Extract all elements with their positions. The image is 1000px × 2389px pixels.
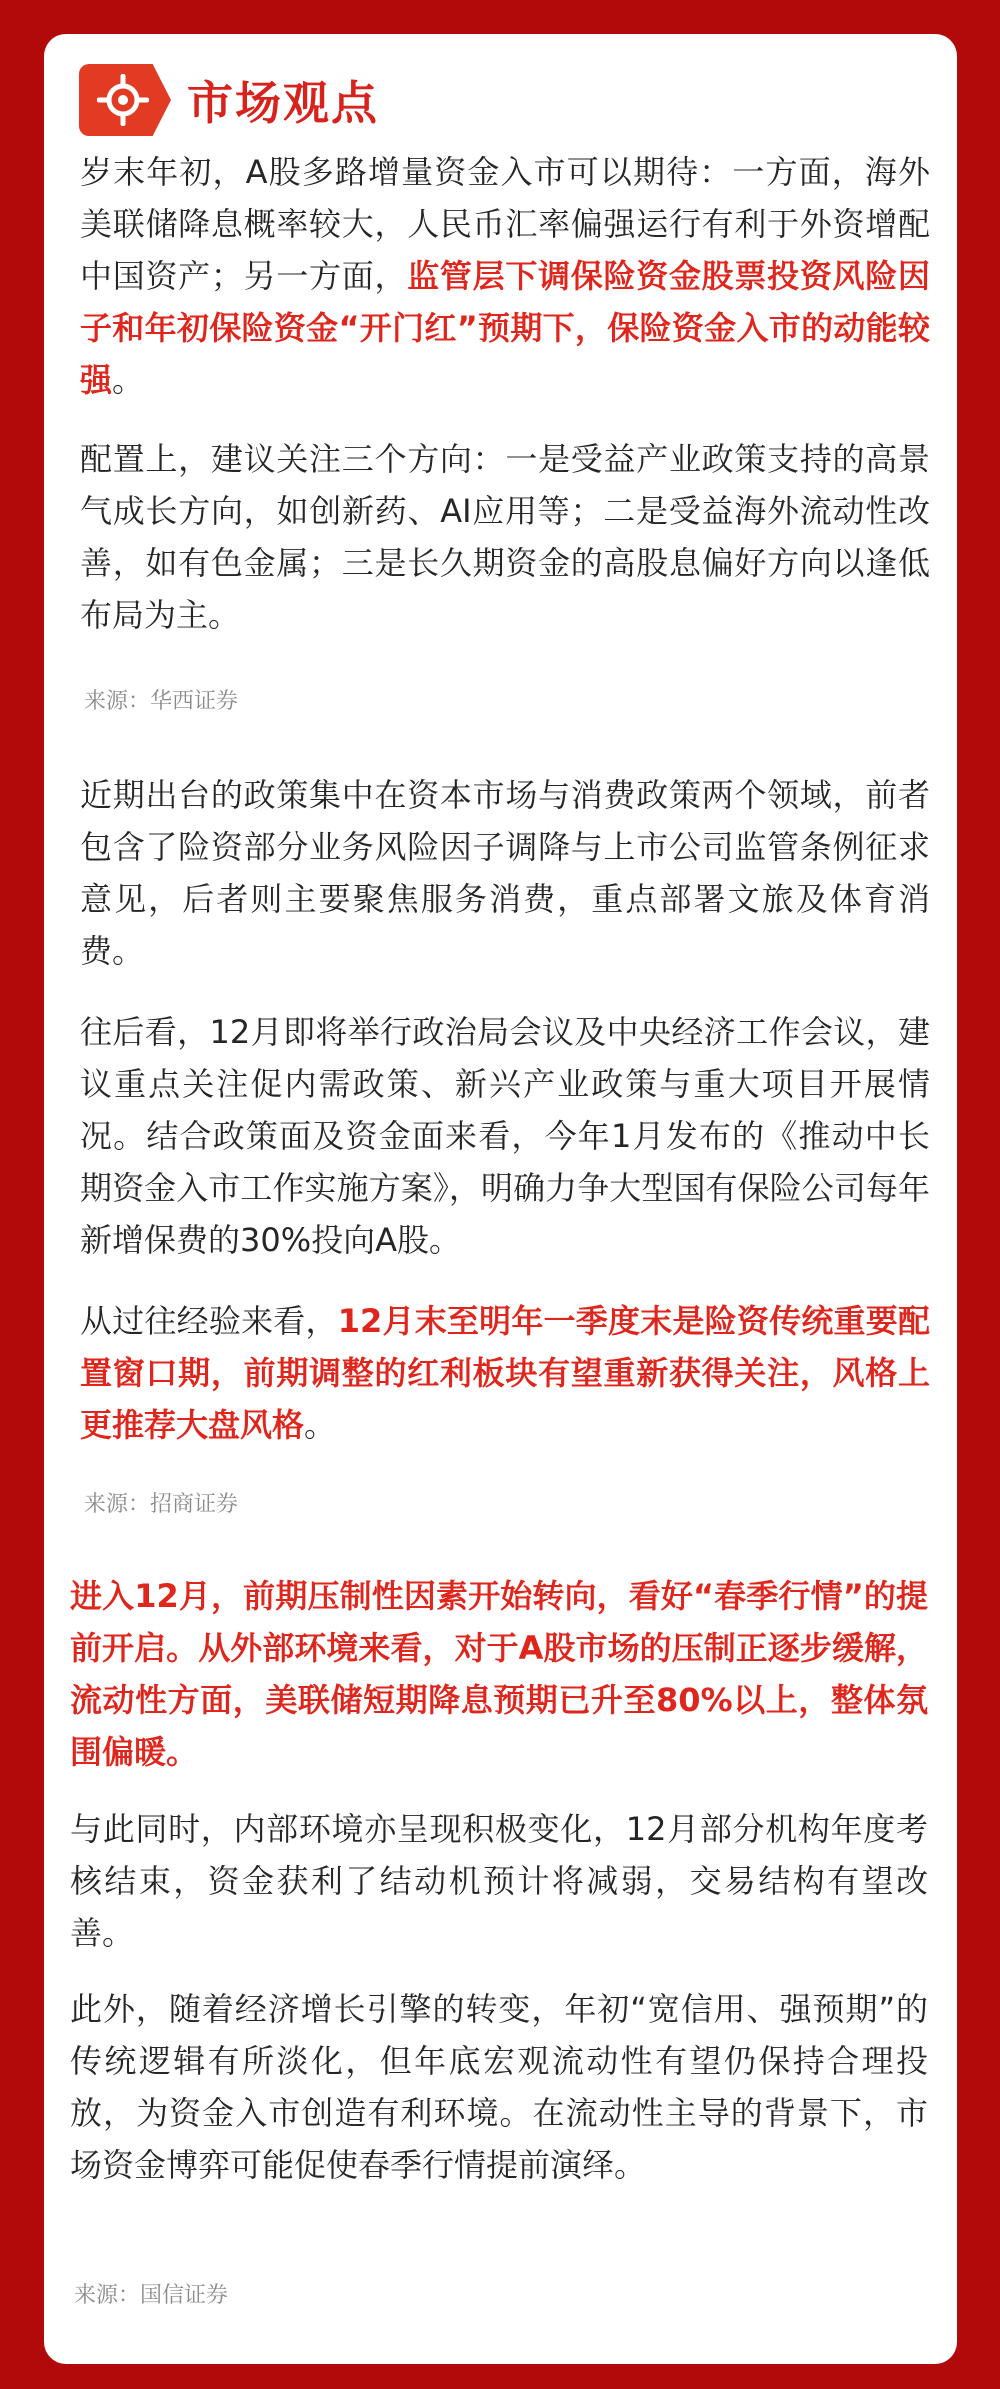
paragraph: 与此同时，内部环境亦呈现积极变化，12月部分机构年度考核结束，资金获利了结动机预计将减弱，交易结构有望改善。 xyxy=(70,1810,928,1952)
section-header xyxy=(79,64,379,136)
paragraph: 岁末年初，A股多路增量资金入市可以期待：一方面，海外美联储降息概率较大，人民币汇率偏强运行有利于外资增配中国资产；另一方面，监管层下调保险资金股票投资风险因子和年初保险资金“开门红”预期下，保险资金入市的动能较强。 xyxy=(80,153,930,399)
paragraph: 近期出台的政策集中在资本市场与消费政策两个领域，前者包含了险资部分业务风险因子调降与上市公司监管条例征求意见，后者则主要聚焦服务消费，重点部署文旅及体育消费。 xyxy=(80,776,930,970)
source-label: 来源：国信证券 xyxy=(74,2283,229,2308)
page-title: 市场观点 xyxy=(187,76,379,130)
target-icon xyxy=(79,64,171,136)
article-card xyxy=(44,34,957,2364)
paragraph: 从过往经验来看，12月末至明年一季度末是险资传统重要配置窗口期，前期调整的红利板块有望重新获得关注，风格上更推荐大盘风格。 xyxy=(80,1302,930,1444)
paragraph: 配置上，建议关注三个方向：一是受益产业政策支持的高景气成长方向，如创新药、AI应用等；二是受益海外流动性改善，如有色金属；三是长久期资金的高股息偏好方向以逢低布局为主。 xyxy=(80,440,930,634)
paragraph: 此外，随着经济增长引擎的转变，年初“宽信用、强预期”的传统逻辑有所淡化，但年底宏观流动性有望仍保持合理投放，为资金入市创造有利环境。在流动性主导的背景下，市场资金博弈可能促使春季行情提前演绎。 xyxy=(70,1990,928,2184)
source-label: 来源：招商证券 xyxy=(84,1492,239,1517)
paragraph: 往后看，12月即将举行政治局会议及中央经济工作会议，建议重点关注促内需政策、新兴产业政策与重大项目开展情况。结合政策面及资金面来看，今年1月发布的《推动中长期资金入市工作实施方案》，明确力争大型国有保险公司每年新增保费的30%投向A股。 xyxy=(80,1013,930,1259)
source-label: 来源：华西证券 xyxy=(84,689,239,714)
paragraph: 进入12月，前期压制性因素开始转向，看好“春季行情”的提前开启。从外部环境来看，对于A股市场的压制正逐步缓解，流动性方面，美联储短期降息预期已升至80%以上，整体氛围偏暖。 xyxy=(70,1577,928,1771)
